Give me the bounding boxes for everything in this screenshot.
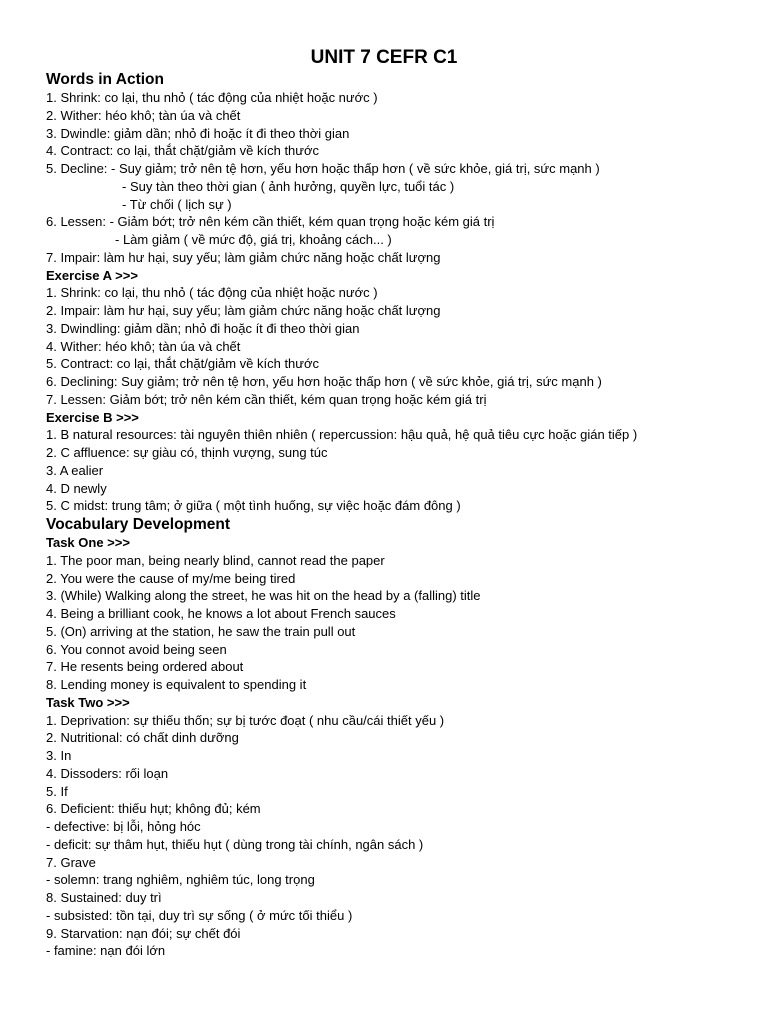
list-item: 4. Dissoders: rối loạn [46, 765, 169, 781]
list-subitem: - deficit: sự thâm hụt, thiếu hụt ( dùng trong tài chính, ngân sách ) [46, 836, 424, 852]
list-item: 1. Shrink: co lại, thu nhỏ ( tác động của nhiệt hoặc nước ) [46, 285, 378, 301]
section-heading-vocabulary-development: Vocabulary Development [46, 516, 231, 533]
list-item: 7. Grave [46, 854, 96, 870]
list-item: 1. Deprivation: sự thiếu thốn; sự bị tước đoạt ( nhu cầu/cái thiết yếu ) [46, 712, 445, 728]
list-item: 1. Shrink: co lại, thu nhỏ ( tác động của nhiệt hoặc nước ) [46, 90, 378, 105]
section-heading-words-in-action: Words in Action [46, 71, 164, 88]
list-item: 5. C midst: trung tâm; ở giữa ( một tình huống, sự việc hoặc đám đông ) [46, 498, 461, 514]
list-item: 8. Sustained: duy trì [46, 890, 162, 905]
list-item: 5. (On) arriving at the station, he saw the train pull out [46, 623, 356, 639]
list-subitem: - subsisted: tồn tại, duy trì sự sống ( ở mức tối thiểu ) [46, 907, 353, 923]
list-item: 6. Lessen: - Giảm bớt; trở nên kém cần thiết, kém quan trọng hoặc kém giá trị [46, 214, 495, 230]
list-item: 9. Starvation: nạn đói; sự chết đói [46, 925, 241, 941]
list-subitem: - Làm giảm ( về mức độ, giá trị, khoảng cách... ) [115, 232, 392, 247]
list-subitem: - Từ chối ( lịch sự ) [122, 196, 232, 212]
list-item: 3. A ealier [46, 462, 104, 478]
list-item: 2. C affluence: sự giàu có, thịnh vượng, sung túc [46, 445, 328, 460]
list-item: 7. Lessen: Giảm bớt; trở nên kém cần thiết, kém quan trọng hoặc kém giá trị [46, 391, 487, 407]
list-item: 2. Impair: làm hư hại, suy yếu; làm giảm chức năng hoặc chất lượng [46, 303, 441, 318]
list-item: 4. Wither: héo khô; tàn úa và chết [46, 338, 241, 354]
list-item: 3. (While) Walking along the street, he was hit on the head by a (falling) title [46, 588, 481, 604]
list-subitem: - famine: nạn đói lớn [46, 943, 166, 959]
list-subitem: - Suy tàn theo thời gian ( ảnh hưởng, quyền lực, tuổi tác ) [122, 178, 455, 194]
page-title: UNIT 7 CEFR C1 [310, 47, 458, 68]
list-item: 5. Contract: co lại, thắt chặt/giảm về kích thước [46, 356, 320, 372]
document-body [46, 70, 746, 960]
list-subitem: - defective: bị lỗi, hỏng hóc [46, 819, 201, 834]
list-item: 5. If [46, 783, 68, 799]
list-item: 5. Decline: - Suy giảm; trở nên tệ hơn, yếu hơn hoặc thấp hơn ( về sức khỏe, giá trị, sức mạnh ) [46, 161, 600, 176]
list-item: 2. You were the cause of my/me being tired [46, 570, 296, 586]
list-item: 7. He resents being ordered about [46, 659, 244, 675]
list-item: 2. Nutritional: có chất dinh dưỡng [46, 730, 239, 746]
list-item: 3. Dwindling: giảm dần; nhỏ đi hoặc ít đi theo thời gian [46, 320, 360, 336]
section-heading-task-two: Task Two >>> [46, 694, 130, 710]
section-heading-task-one: Task One >>> [46, 535, 130, 550]
list-item: 6. Deficient: thiếu hụt; không đủ; kém [46, 801, 261, 817]
list-item: 7. Impair: làm hư hại, suy yếu; làm giảm chức năng hoặc chất lượng [46, 249, 441, 265]
list-item: 6. Declining: Suy giảm; trở nên tệ hơn, yếu hơn hoặc thấp hơn ( về sức khỏe, giá trị, sức mạnh ) [46, 374, 602, 389]
list-item: 6. You connot avoid being seen [46, 641, 227, 657]
list-item: 1. B natural resources: tài nguyên thiên nhiên ( repercussion: hậu quả, hệ quả tiêu cực hoặc gián tiếp ) [46, 427, 638, 443]
list-item: 4. Being a brilliant cook, he knows a lot about French sauces [46, 606, 396, 621]
section-heading-exercise-a: Exercise A >>> [46, 267, 138, 283]
list-item: 4. Contract: co lại, thắt chặt/giảm về kích thước [46, 143, 320, 159]
list-item: 3. Dwindle: giảm dần; nhỏ đi hoặc ít đi theo thời gian [46, 125, 350, 141]
list-subitem: - solemn: trang nghiêm, nghiêm túc, long trọng [46, 872, 315, 888]
list-item: 2. Wither: héo khô; tàn úa và chết [46, 107, 241, 123]
list-item: 3. In [46, 748, 72, 763]
list-item: 4. D newly [46, 480, 107, 496]
section-heading-exercise-b: Exercise B >>> [46, 409, 139, 425]
list-item: 8. Lending money is equivalent to spending it [46, 677, 307, 692]
list-item: 1. The poor man, being nearly blind, cannot read the paper [46, 552, 385, 568]
